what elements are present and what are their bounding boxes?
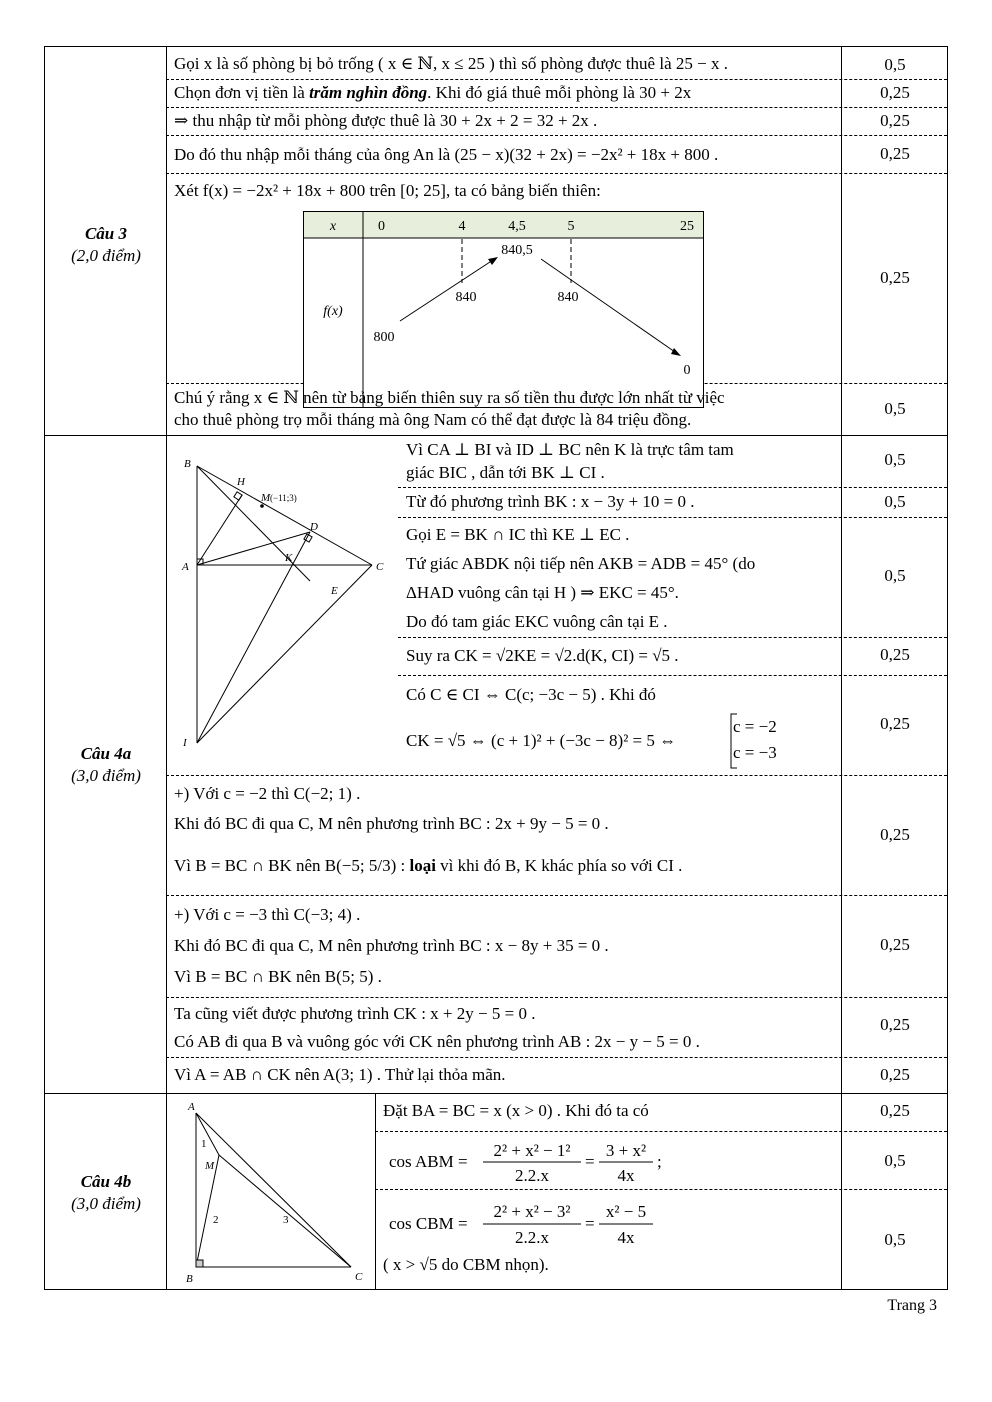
point-coordinate: (−11;3) [270, 493, 297, 503]
fraction-numerator: x² − 5 [605, 1202, 647, 1221]
point-label-C: C [355, 1271, 363, 1283]
fraction-denominator: 2.2.x [515, 1228, 549, 1247]
svg-text:=: = [585, 1152, 595, 1171]
question-number: Câu 3 [84, 224, 128, 243]
table-x-value: 4,5 [508, 219, 526, 234]
formula-lhs: cos CBM = [389, 1214, 468, 1233]
score: 0,5 [884, 566, 906, 585]
fraction-denominator: 2.2.x [515, 1166, 549, 1185]
point-label-H: H [237, 476, 245, 488]
row-divider [398, 517, 947, 518]
score: 0,25 [880, 111, 910, 130]
solution-step [166, 387, 733, 431]
geometry-figure-4b [179, 1097, 375, 1287]
solution-step [398, 438, 841, 484]
solution-step [398, 683, 664, 706]
table-f-value: 840,5 [501, 243, 533, 258]
page-number: Trang 3 [887, 1297, 937, 1314]
step-text: Gọi E = BK ∩ IC thì KE ⊥ EC . [406, 525, 630, 544]
formula-lhs: cos ABM = [389, 1152, 468, 1171]
question-label [45, 1171, 167, 1215]
score: 0,5 [884, 492, 906, 511]
step-text: cho thuê phòng trọ mỗi tháng mà ông Nam có thể đạt được là 84 triệu đồng. [174, 410, 692, 429]
point-label-M: M [205, 1160, 215, 1172]
solution-step [398, 644, 687, 667]
solution-step [398, 520, 763, 636]
fraction-numerator: 2² + x² − 1² [493, 1141, 571, 1160]
solution-step [166, 81, 699, 104]
score: 0,25 [880, 83, 910, 102]
point-label-D: D [310, 521, 318, 533]
score: 0,25 [880, 1065, 910, 1084]
table-x-value: 4 [458, 219, 466, 234]
row-divider [166, 775, 947, 776]
solution-step [166, 109, 605, 132]
svg-text:=: = [585, 1214, 595, 1233]
step-text: +) Với c = −3 thì C(−3; 4) . [174, 905, 361, 924]
table-f-value: 840 [557, 290, 579, 305]
step-text: Chọn đơn vị tiền là [174, 83, 310, 102]
question-label [45, 743, 167, 787]
fraction-numerator: 2² + x² − 3² [493, 1202, 571, 1221]
step-text: giác BIC , dẫn tới BK ⊥ CI . [406, 463, 605, 482]
segment-length: 3 [283, 1214, 289, 1226]
geometry-figure-4a [179, 449, 389, 749]
score: 0,25 [880, 1101, 910, 1120]
step-text: Vì A = AB ∩ CK nên A(3; 1) . Thử lại thỏa mãn. [174, 1065, 506, 1084]
step-text: Có C ∈ CI ⇔ C(c; −3c − 5) . Khi đó [406, 685, 656, 704]
step-text: Khi đó BC đi qua C, M nên phương trình BC : 2x + 9y − 5 = 0 . [174, 814, 609, 833]
score: 0,25 [880, 935, 910, 954]
step-text: Từ đó phương trình BK : x − 3y + 10 = 0 . [406, 492, 695, 511]
step-text: Khi đó BC đi qua C, M nên phương trình BC : x − 8y + 35 = 0 . [174, 936, 609, 955]
score: 0,5 [884, 1151, 906, 1170]
segment-length: 1 [201, 1138, 207, 1150]
row-divider [398, 675, 947, 676]
formula-cos-cbm [383, 1193, 683, 1249]
step-text: Vì B = BC ∩ BK nên B(−5; 5/3) : [174, 856, 410, 875]
solution-step [375, 1099, 657, 1122]
section-divider [45, 435, 947, 436]
row-divider [375, 1189, 947, 1190]
step-text: . Khi đó giá thuê mỗi phòng là 30 + 2x [427, 83, 692, 102]
row-divider [166, 997, 947, 998]
score: 0,25 [880, 645, 910, 664]
answer-table [44, 46, 948, 1290]
step-text: ⇒ thu nhập từ mỗi phòng được thuê là 30 + 2x + 2 = 32 + 2x . [174, 111, 598, 130]
step-text: Do đó thu nhập mỗi tháng của ông An là (25 − x)(32 + 2x) = −2x² + 18x + 800 . [174, 145, 719, 164]
step-text: Do đó tam giác EKC vuông cân tại E . [406, 612, 668, 631]
score: 0,5 [884, 1230, 906, 1249]
table-x-value: 5 [567, 219, 575, 234]
section-divider [45, 1093, 947, 1094]
score: 0,25 [880, 714, 910, 733]
row-divider [166, 107, 947, 108]
solution-step [166, 1063, 514, 1086]
row-divider [398, 637, 947, 638]
score: 0,25 [880, 144, 910, 163]
row-divider [398, 487, 947, 488]
question-points: (3,0 điểm) [71, 766, 141, 785]
solution-step [166, 899, 617, 992]
row-divider [375, 1131, 947, 1132]
step-text: Vì B = BC ∩ BK nên B(5; 5) . [174, 967, 382, 986]
table-f-value: 840 [455, 290, 477, 305]
step-text: Vì CA ⊥ BI và ID ⊥ BC nên K là trực tâm tam [406, 440, 734, 459]
step-text: Đặt BA = BC = x (x > 0) . Khi đó ta có [383, 1101, 649, 1120]
row-divider [166, 895, 947, 896]
score: 0,25 [880, 825, 910, 844]
row-divider [166, 135, 947, 136]
solution-step [398, 729, 684, 752]
table-f-value: 800 [373, 330, 395, 345]
solution-step [375, 1253, 557, 1276]
point-label-A: A [188, 1101, 195, 1113]
question-points: (2,0 điểm) [71, 246, 141, 265]
fraction-numerator: 3 + x² [605, 1141, 647, 1160]
question-number: Câu 4a [80, 744, 132, 763]
step-text: vì khi đó B, K khác phía so với CI . [435, 856, 683, 875]
step-text: ΔHAD vuông cân tại H ) ⇒ EKC = 45°. [406, 583, 679, 602]
solution-step [166, 779, 690, 881]
point-label-M: M [261, 492, 271, 504]
table-x-value: 0 [378, 219, 385, 234]
step-text: Có AB đi qua B và vuông góc với CK nên phương trình AB : 2x − y − 5 = 0 . [174, 1032, 700, 1051]
table-x-value: 25 [680, 219, 694, 234]
case-value: c = −3 [733, 743, 777, 762]
point-label-E: E [331, 585, 338, 597]
segment-length: 2 [213, 1214, 219, 1226]
step-text: Ta cũng viết được phương trình CK : x + 2y − 5 = 0 . [174, 1004, 536, 1023]
point-label-K: K [285, 552, 293, 564]
solution-step [166, 52, 736, 75]
score: 0,25 [880, 268, 910, 287]
question-number: Câu 4b [80, 1172, 132, 1191]
solution-step [166, 1000, 708, 1056]
case-value: c = −2 [733, 717, 777, 736]
formula-cos-abm [383, 1134, 683, 1188]
question-label [45, 223, 167, 267]
solution-step [166, 143, 726, 166]
row-divider [166, 173, 947, 174]
step-text: +) Với c = −2 thì C(−2; 1) . [174, 784, 361, 803]
score: 0,5 [884, 399, 906, 418]
step-text: Gọi x là số phòng bị bỏ trống ( x ∈ ℕ, x ≤ 25 ) thì số phòng được thuê là 25 − x . [174, 54, 728, 73]
fraction-denominator: 4x [617, 1166, 635, 1185]
step-text-bold: trăm nghìn đồng [309, 83, 428, 102]
score: 0,5 [884, 55, 906, 74]
score: 0,5 [884, 450, 906, 469]
fraction-denominator: 4x [617, 1228, 635, 1247]
point-label-A: A [182, 561, 189, 573]
formula-tail: ; [657, 1152, 662, 1171]
step-text: Suy ra CK = √2KE = √2.d(K, CI) = √5 . [406, 646, 679, 665]
variation-table [303, 211, 705, 409]
case-values [733, 714, 777, 766]
row-divider [166, 1057, 947, 1058]
row-divider [166, 79, 947, 80]
question-points: (3,0 điểm) [71, 1194, 141, 1213]
table-f-label: f(x) [323, 304, 343, 319]
point-label-B: B [186, 1273, 193, 1285]
step-text-bold: loại [409, 856, 436, 875]
point-label-C: C [376, 561, 384, 573]
solution-step [398, 490, 703, 513]
table-x-label: x [329, 219, 337, 234]
point-label-B: B [184, 458, 191, 470]
step-text: Xét f(x) = −2x² + 18x + 800 trên [0; 25], ta có bảng biến thiên: [174, 181, 601, 200]
step-text: ( x > √5 do CBM nhọn). [383, 1255, 549, 1274]
score: 0,25 [880, 1015, 910, 1034]
step-text: CK = √5 ⇔ (c + 1)² + (−3c − 8)² = 5 ⇔ [406, 731, 677, 750]
point-label-I: I [183, 737, 187, 749]
step-text: Tứ giác ABDK nội tiếp nên AKB = ADB = 45° (do [406, 554, 756, 573]
step-text: Chú ý rằng x ∈ ℕ nên từ bảng biến thiên suy ra số tiền thu được lớn nhất từ việc [174, 388, 725, 407]
table-f-value: 0 [683, 363, 691, 378]
solution-step [166, 179, 609, 202]
